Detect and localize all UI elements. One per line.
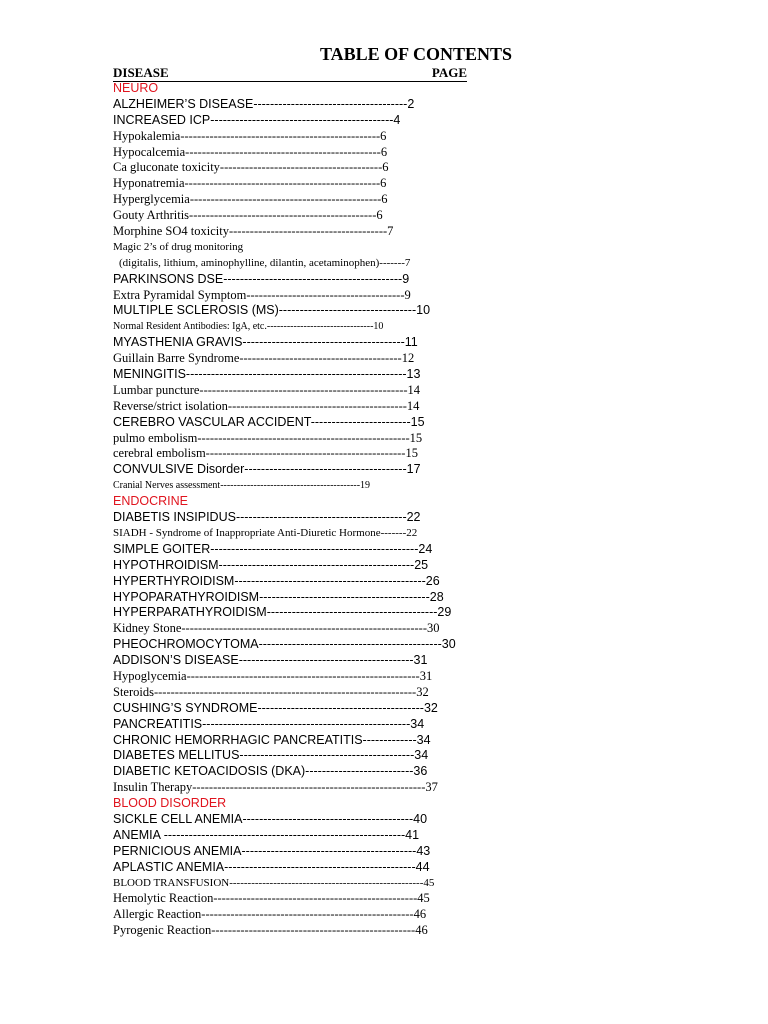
toc-entry: PARKINSONS DSE-------------------------------------------9 <box>113 271 410 286</box>
toc-entry: Lumbar puncture--------------------------------------------------14 <box>113 382 421 397</box>
toc-entry: Hyponatremia-----------------------------------------------6 <box>113 176 387 191</box>
toc-entry: HYPOTHROIDISM-----------------------------------------------25 <box>113 557 429 572</box>
toc-entry: Allergic Reaction---------------------------------------------------46 <box>113 907 427 922</box>
toc-entry: Gouty Arthritis---------------------------------------------6 <box>113 208 383 223</box>
toc-entry: Kidney Stone-----------------------------------------------------------30 <box>113 621 440 636</box>
toc-entry: Magic 2’s of drug monitoring <box>113 240 244 253</box>
toc-entry: ADDISON’S DISEASE------------------------------------------31 <box>113 653 428 668</box>
toc-entry: ALZHEIMER’S DISEASE-------------------------------------2 <box>113 96 415 111</box>
toc-section-heading: ENDOCRINE <box>113 494 189 509</box>
toc-entry: CEREBRO VASCULAR ACCIDENT------------------------15 <box>113 414 425 429</box>
toc-entry: Morphine SO4 toxicity--------------------------------------7 <box>113 224 394 239</box>
toc-entry: Reverse/strict isolation-------------------------------------------14 <box>113 398 420 413</box>
toc-entry: Insulin Therapy--------------------------------------------------------37 <box>113 780 438 795</box>
toc-entry: ANEMIA ----------------------------------------------------------41 <box>113 827 420 842</box>
toc-entry: SIMPLE GOITER--------------------------------------------------24 <box>113 541 433 556</box>
toc-entry: DIABETIS INSIPIDUS-----------------------------------------22 <box>113 510 421 525</box>
column-header-disease: DISEASE <box>113 65 169 80</box>
toc-section-heading: BLOOD DISORDER <box>113 796 227 811</box>
toc-entry: SICKLE CELL ANEMIA-----------------------------------------40 <box>113 811 428 826</box>
toc-entry: Pyrogenic Reaction-------------------------------------------------46 <box>113 923 428 938</box>
toc-entry: Hypocalcemia-----------------------------------------------6 <box>113 144 388 159</box>
toc-entry: CUSHING’S SYNDROME----------------------------------------32 <box>113 700 438 715</box>
toc-entry: APLASTIC ANEMIA----------------------------------------------44 <box>113 859 430 874</box>
toc-entry: (digitalis, lithium, aminophylline, dilantin, acetaminophen)-------7 <box>119 256 411 269</box>
toc-entry: SIADH - Syndrome of Inappropriate Anti-Diuretic Hormone-------22 <box>113 526 418 539</box>
toc-entry: DIABETIC KETOACIDOSIS (DKA)--------------------------36 <box>113 764 428 779</box>
toc-entry: Hyperglycemia----------------------------------------------6 <box>113 192 388 207</box>
toc-entry: Guillain Barre Syndrome---------------------------------------12 <box>113 351 415 366</box>
toc-entry: Extra Pyramidal Symptom--------------------------------------9 <box>113 287 411 302</box>
toc-entry: PHEOCHROMOCYTOMA--------------------------------------------30 <box>113 637 456 652</box>
toc-entry: PERNICIOUS ANEMIA------------------------------------------43 <box>113 843 431 858</box>
column-header-page: PAGE <box>431 65 467 80</box>
toc-entry: HYPOPARATHYROIDISM-----------------------------------------28 <box>113 589 444 604</box>
toc-entry: Hemolytic Reaction-------------------------------------------------45 <box>113 891 430 906</box>
toc-entry: cerebral embolism------------------------------------------------15 <box>113 446 418 461</box>
toc-entry: PANCREATITIS--------------------------------------------------34 <box>113 716 425 731</box>
toc-entry: Cranial Nerves assessment------------------------------------------19 <box>113 480 371 492</box>
toc-entry: MYASTHENIA GRAVIS---------------------------------------11 <box>113 335 418 350</box>
toc-list <box>113 81 493 939</box>
toc-entry: CONVULSIVE Disorder---------------------------------------17 <box>113 462 421 477</box>
toc-entry: Normal Resident Antibodies: IgA, etc.--------------------------------10 <box>113 321 384 333</box>
toc-entry: pulmo embolism---------------------------------------------------15 <box>113 430 423 445</box>
toc-entry: HYPERTHYROIDISM----------------------------------------------26 <box>113 573 440 588</box>
toc-entry: Hypokalemia------------------------------------------------6 <box>113 128 387 143</box>
toc-entry: INCREASED ICP--------------------------------------------4 <box>113 112 401 127</box>
toc-entry: Ca gluconate toxicity---------------------------------------6 <box>113 160 389 175</box>
toc-entry: MULTIPLE SCLEROSIS (MS)---------------------------------10 <box>113 303 431 318</box>
toc-entry: DIABETES MELLITUS------------------------------------------34 <box>113 748 429 763</box>
toc-entry: HYPERPARATHYROIDISM-----------------------------------------29 <box>113 605 452 620</box>
toc-entry: BLOOD TRANSFUSION-----------------------------------------------------45 <box>113 876 435 889</box>
toc-entry: MENINGITIS-----------------------------------------------------13 <box>113 367 421 382</box>
toc-entry: CHRONIC HEMORRHAGIC PANCREATITIS-------------34 <box>113 732 431 747</box>
toc-section-heading: NEURO <box>113 81 159 95</box>
column-header <box>113 65 467 82</box>
page-title: TABLE OF CONTENTS <box>319 44 513 64</box>
toc-entry: Steroids---------------------------------------------------------------32 <box>113 684 429 699</box>
toc-entry: Hypoglycemia--------------------------------------------------------31 <box>113 668 433 683</box>
